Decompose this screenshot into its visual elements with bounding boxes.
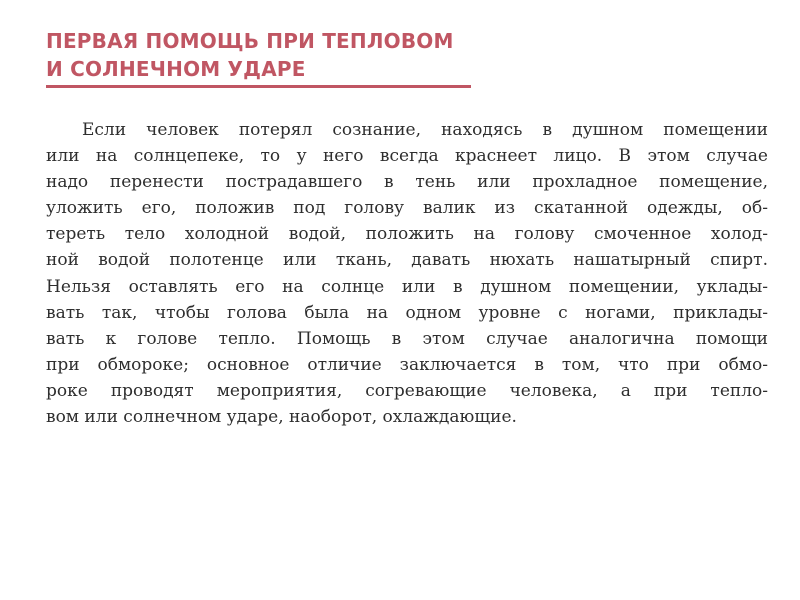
heading-underline: [46, 85, 471, 88]
section-heading: [46, 27, 476, 83]
paragraph-line: Если человек потерял сознание, находясь в душном помещении: [82, 120, 768, 140]
paragraph-line: вать так, чтобы голова была на одном уровне с ногами, приклады-: [46, 302, 768, 323]
paragraph-line: вать к голове тепло. Помощь в этом случае аналогична помощи: [46, 328, 768, 349]
paragraph-line: уложить его, положив под голову валик из скатанной одежды, об-: [46, 198, 768, 219]
body-paragraph: [46, 117, 768, 430]
paragraph-line: или на солнцепеке, то у него всегда краснеет лицо. В этом случае: [46, 146, 768, 167]
paragraph-line: ной водой полотенце или ткань, давать нюхать нашатырный спирт.: [46, 250, 768, 271]
paragraph-line: надо перенести пострадавшего в тень или прохладное помещение,: [46, 172, 768, 193]
heading-line-1: ПЕРВАЯ ПОМОЩЬ ПРИ ТЕПЛОВОМ: [46, 29, 454, 53]
paragraph-line: тереть тело холодной водой, положить на голову смоченное холод-: [46, 224, 768, 245]
heading-line-2: И СОЛНЕЧНОМ УДАРЕ: [46, 57, 306, 81]
paragraph-line: роке проводят мероприятия, согревающие человека, а при тепло-: [46, 380, 768, 401]
paragraph-line: вом или солнечном ударе, наоборот, охлаждающие.: [46, 407, 517, 428]
paragraph-line: Нельзя оставлять его на солнце или в душном помещении, уклады-: [46, 276, 768, 297]
paragraph-line: при обмороке; основное отличие заключается в том, что при обмо-: [46, 354, 768, 375]
